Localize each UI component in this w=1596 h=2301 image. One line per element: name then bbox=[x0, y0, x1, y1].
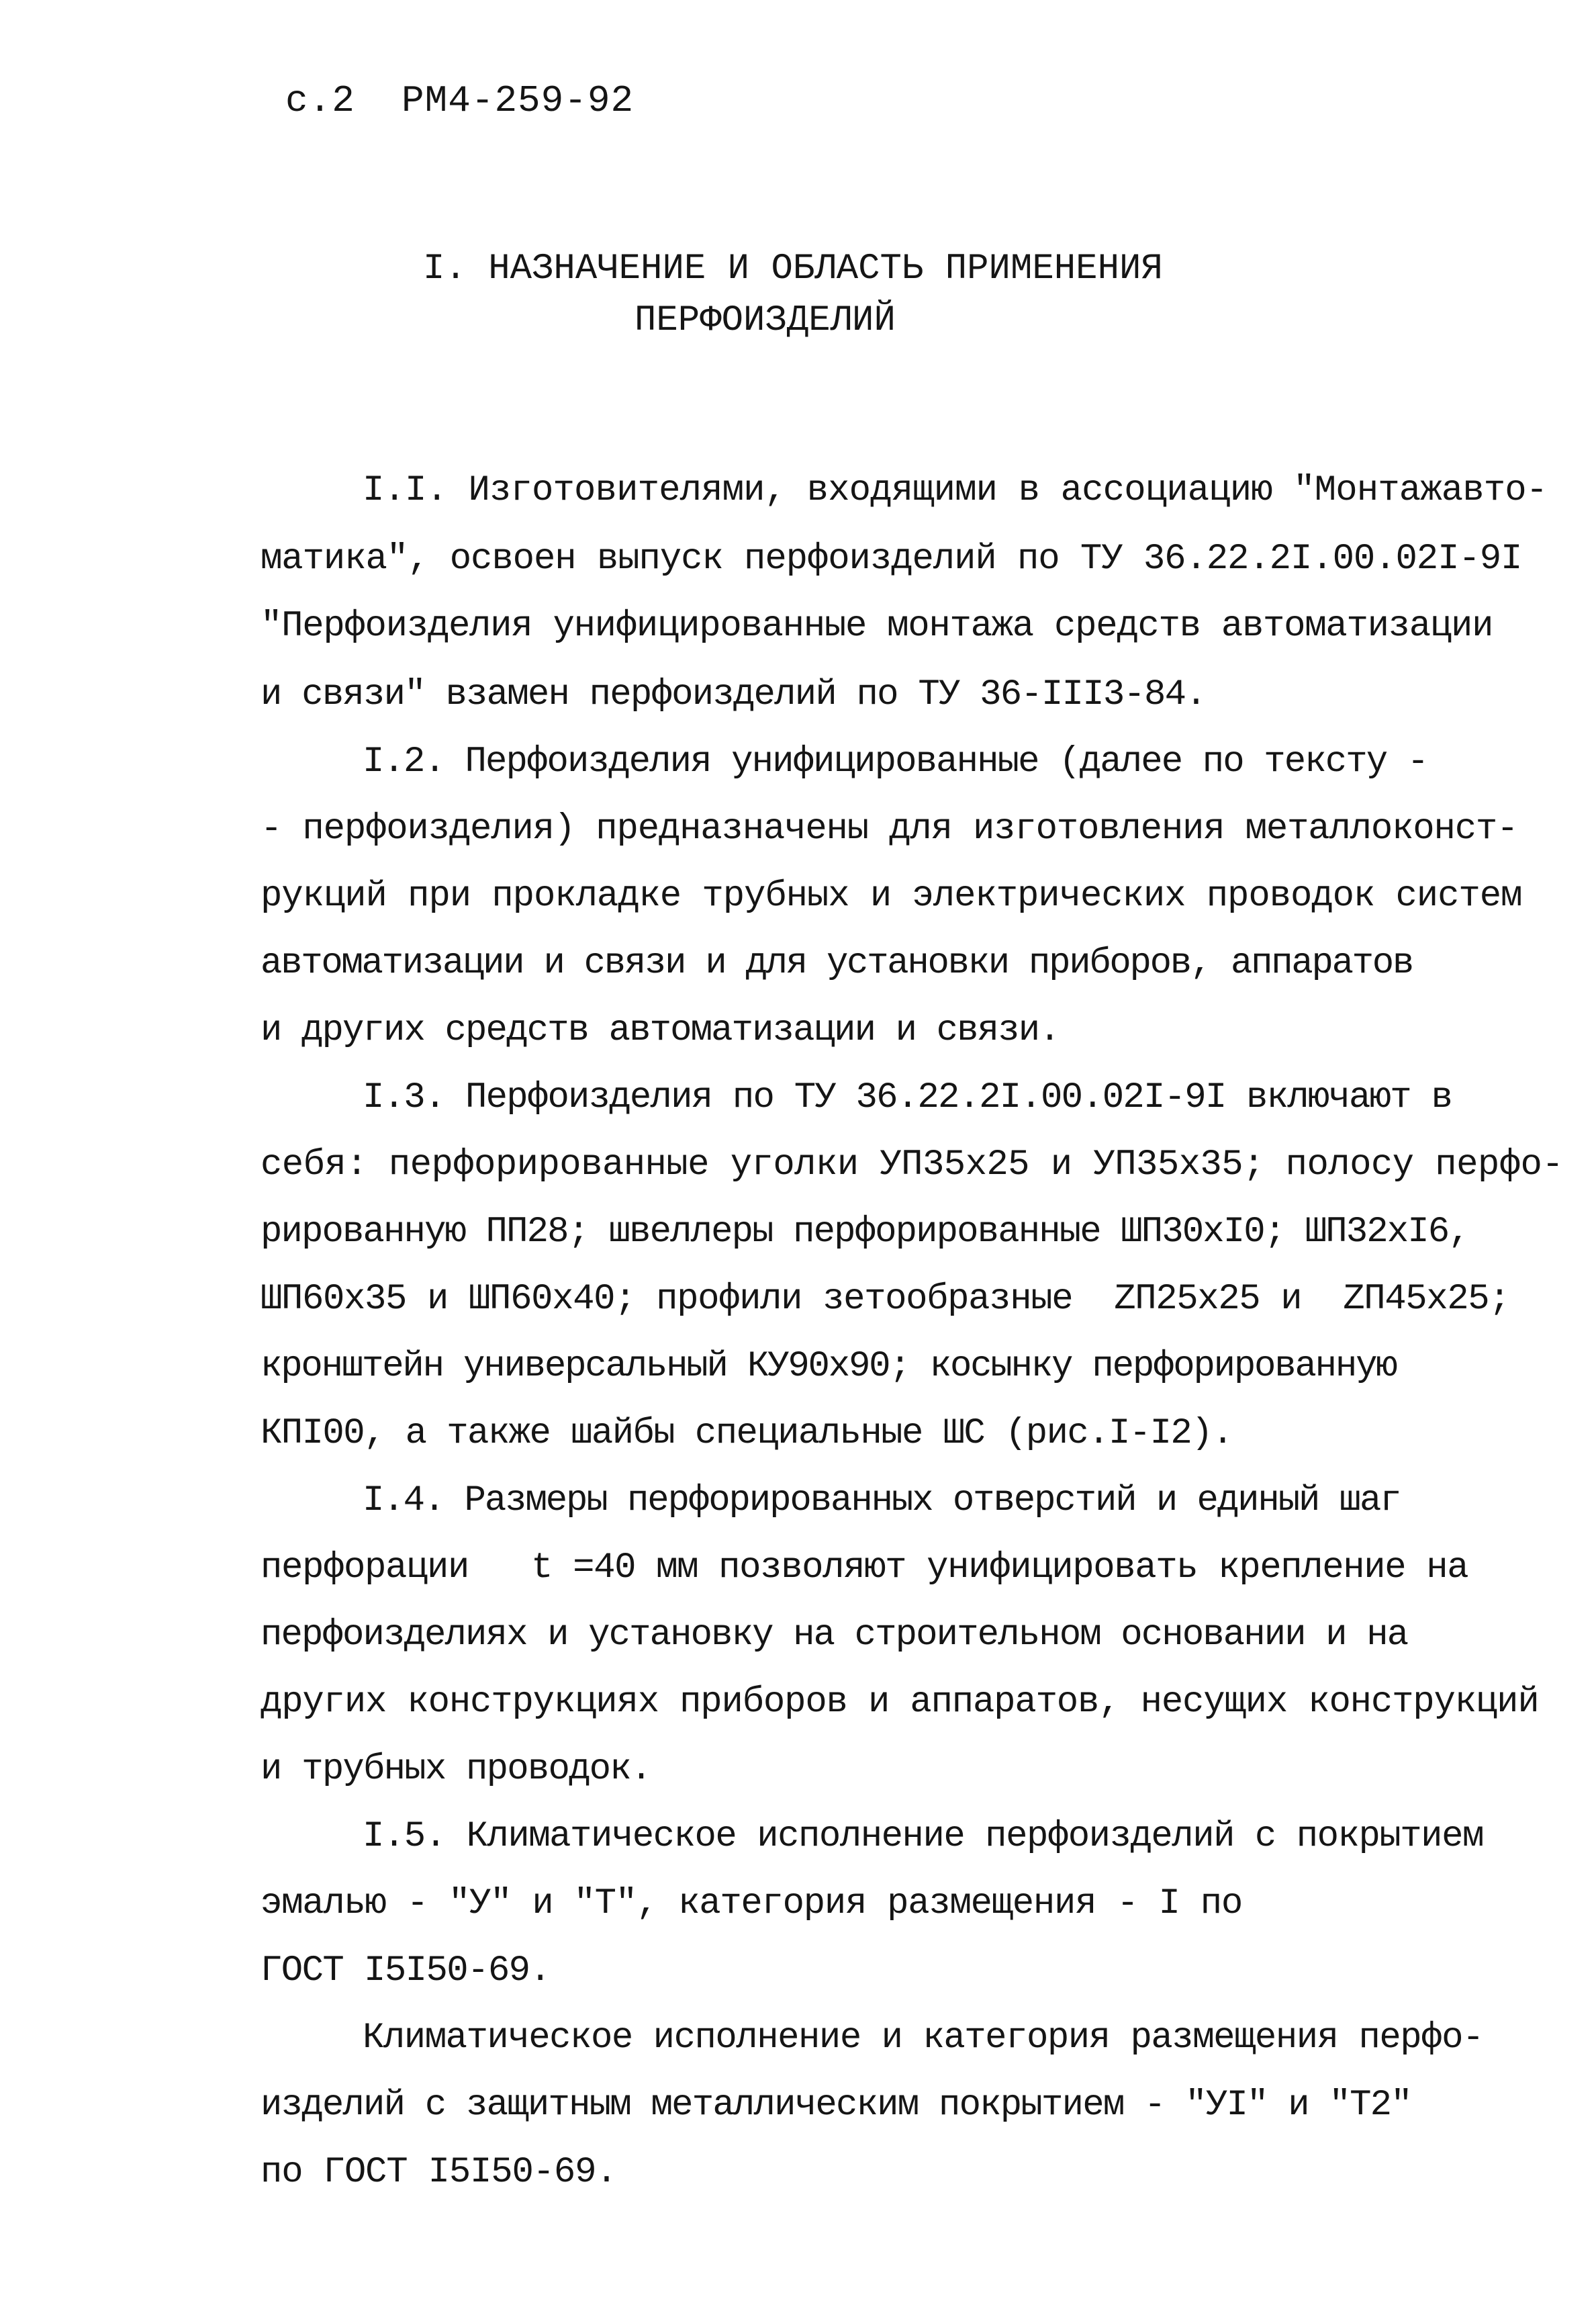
body-line: I.4. Размеры перфорированных отверстий и единый шаг bbox=[363, 1480, 1401, 1521]
body-line: эмалью - "У" и "Т", категория размещения - I по bbox=[261, 1883, 1242, 1924]
body-line: КПI00, а также шайбы специальные ШС (рис.I-I2). bbox=[261, 1413, 1233, 1454]
body-line: ШП60х35 и ШП60х40; профили зетообразные ZП25х25 и ZП45х25; bbox=[261, 1279, 1510, 1320]
body-line: матика", освоен выпуск перфоизделий по ТУ 36.22.2I.00.02I-9I bbox=[261, 539, 1522, 580]
body-line: - перфоизделия) предназначены для изготовления металлоконст- bbox=[261, 809, 1518, 850]
page-header-reference: с.2 РМ4-259-92 bbox=[285, 79, 635, 122]
section-title-line-2: ПЕРФОИЗДЕЛИЙ bbox=[635, 300, 896, 341]
section-title-line-1: I. НАЗНАЧЕНИЕ И ОБЛАСТЬ ПРИМЕНЕНИЯ bbox=[423, 249, 1163, 289]
body-line: других конструкциях приборов и аппаратов, несущих конструкций bbox=[261, 1682, 1539, 1723]
body-line: и других средств автоматизации и связи. bbox=[261, 1010, 1060, 1051]
body-line: ГОСТ I5I50-69. bbox=[261, 1950, 551, 1991]
body-line: кронштейн универсальный КУ90х90; косынку перфорированную bbox=[261, 1346, 1397, 1387]
body-line: перфорации t =40 мм позволяют унифицировать крепление на bbox=[261, 1547, 1468, 1588]
body-line: I.5. Климатическое исполнение перфоизделий с покрытием bbox=[363, 1816, 1483, 1857]
body-line: Климатическое исполнение и категория размещения перфо- bbox=[363, 2018, 1483, 2059]
body-line: автоматизации и связи и для установки приборов, аппаратов bbox=[261, 943, 1413, 984]
body-line: I.3. Перфоизделия по ТУ 36.22.2I.00.02I-9I включают в bbox=[363, 1077, 1452, 1118]
body-line: перфоизделиях и установку на строительном основании и на bbox=[261, 1615, 1408, 1656]
body-line: "Перфоизделия унифицированные монтажа средств автоматизации bbox=[261, 606, 1493, 647]
body-line: и трубных проводок. bbox=[261, 1749, 651, 1790]
body-line: I.I. Изготовителями, входящими в ассоциацию "Монтажавто- bbox=[363, 470, 1548, 511]
body-line: рукций при прокладке трубных и электрических проводок систем bbox=[261, 876, 1522, 917]
body-line: изделий с защитным металлическим покрытием - "УI" и "Т2" bbox=[261, 2085, 1411, 2126]
body-line: по ГОСТ I5I50-69. bbox=[261, 2152, 617, 2193]
body-line: I.2. Перфоизделия унифицированные (далее по тексту - bbox=[363, 741, 1428, 782]
body-line: рированную ПП28; швеллеры перфорированные ШП30хI0; ШП32хI6, bbox=[261, 1212, 1469, 1253]
body-line: себя: перфорированные уголки УП35х25 и УП35х35; полосу перфо- bbox=[261, 1144, 1564, 1185]
body-line: и связи" взамен перфоизделий по ТУ 36-III3-84. bbox=[261, 674, 1206, 715]
